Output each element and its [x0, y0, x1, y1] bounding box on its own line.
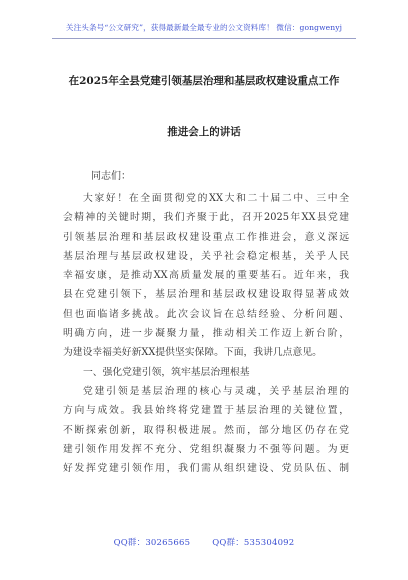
document-title-line2: 推进会上的讲话 [167, 126, 241, 138]
section-heading: 一、强化党建引领，筑牢基层治理根基 [83, 366, 250, 378]
speech-body [63, 189, 349, 478]
body-line: 好发挥党建引领作用，我们需从组织建设、党员队伍、制 [63, 463, 349, 475]
footer-qq-group-2: QQ群：535304092 [212, 538, 295, 548]
body-line: 会精神的关键时期，我们齐聚于此，召开2025年XX县党建 [63, 212, 349, 224]
body-line: 明确方向，进一步凝聚力量，推动相关工作迈上新台阶， [63, 328, 349, 340]
body-line: 但也面临诸多挑战。此次会议旨在总结经验、分析问题、 [63, 308, 349, 320]
body-line: 县在党建引领下，基层治理和基层政权建设取得显著成效 [63, 289, 349, 301]
body-line: 建引领作用发挥不充分、党组织凝聚力不强等问题。为更 [63, 443, 349, 455]
footer-qq-group-1: QQ群：30265665 [113, 538, 191, 548]
body-line: 幸福安康，是推动XX高质量发展的重要基石。近年来，我 [63, 270, 349, 282]
body-line: 党建引领是基层治理的核心与灵魂，关乎基层治理的 [83, 385, 349, 397]
body-line: 不断探索创新，取得积极进展。然而，部分地区仍存在党 [63, 424, 349, 436]
header-note: 关注头条号“公文研究”，获得最新最全最专业的公文资料库！ 微信：gongwenyj [65, 23, 343, 32]
header-divider [52, 38, 356, 39]
body-line: 大家好！在全面贯彻党的XX大和二十届二中、三中全 [83, 193, 349, 204]
footer-contact [0, 536, 408, 548]
body-line: 基层治理与基层政权建设，关乎社会稳定根基，关乎人民 [63, 250, 349, 262]
body-line: 方向与成效。我县始终将党建置于基层治理的关键位置， [63, 405, 349, 417]
document-title-line1: 在2025年全县党建引领基层治理和基层政权建设重点工作 [68, 75, 340, 87]
body-line: 为建设幸福美好新XX提供坚实保障。下面，我讲几点意见。 [63, 347, 322, 359]
salutation: 同志们： [91, 171, 131, 182]
body-line: 引领基层治理和基层政权建设重点工作推进会，意义深远 [63, 231, 349, 243]
